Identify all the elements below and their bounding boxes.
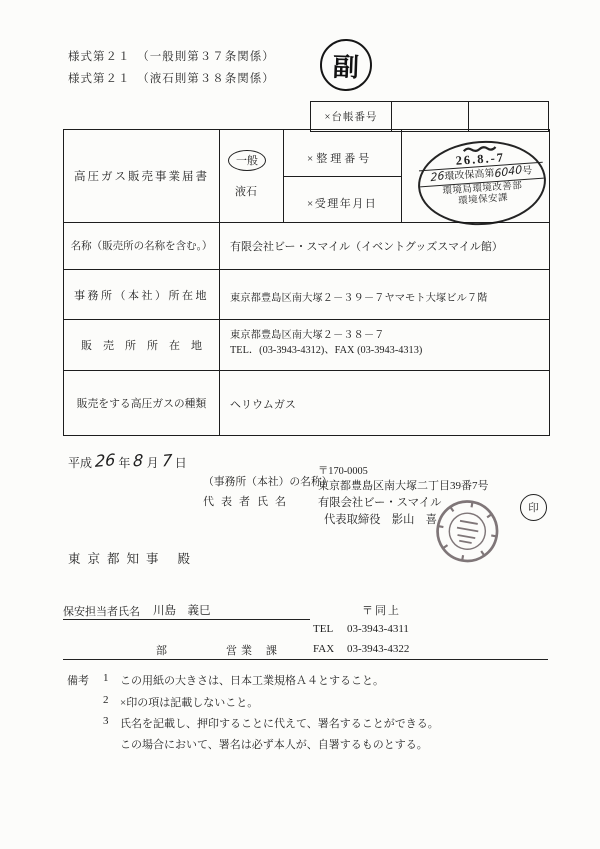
applicant-postal-code: 〒170-0005 — [318, 466, 368, 477]
note-3-number: 3 — [103, 715, 109, 727]
note-1-text: この用紙の大きさは、日本工業規格Ａ４とすること。 — [120, 675, 384, 687]
form-title: 高圧ガス販売事業届書 — [74, 171, 209, 183]
row-label-store-address: 販売所所在地 — [81, 340, 213, 352]
gas-type-general-circled: 一般 — [228, 150, 266, 171]
copy-seal-character: 副 — [332, 52, 360, 82]
date-era: 平成 — [68, 456, 93, 470]
form-reference-line-2: 様式第２１ （液石則第３８条関係） — [68, 73, 275, 85]
receipt-stamp-date: 26.8.-7 — [455, 150, 506, 168]
applicant-address: 東京都豊島区南大塚二丁目39番7号 — [318, 480, 489, 492]
date-year-unit: 年 — [118, 456, 131, 470]
divider — [64, 269, 549, 270]
date-month-unit: 月 — [146, 456, 159, 470]
addressee-honorific: 殿 — [177, 552, 191, 566]
gas-type-lpg: 液石 — [235, 186, 257, 198]
row-value-store-phone: TEL．(03-3943-4312)、FAX (03-3943-4313) — [230, 345, 423, 356]
row-label-gas-kind: 販売をする高圧ガスの種類 — [76, 398, 207, 410]
note-3-text: 氏名を記載し、押印することに代えて、署名することができる。 — [120, 718, 439, 730]
divider — [63, 619, 310, 620]
divider — [63, 659, 548, 660]
receipt-number-prefix: 26 — [430, 168, 445, 185]
section-name: 営業 — [226, 645, 256, 657]
receipt-number-value: 6040 — [494, 162, 523, 181]
row-value-name: 有限会社ビー・スマイル（イベントグッズスマイル館） — [230, 241, 503, 253]
divider — [64, 370, 549, 371]
note-3-text-continued: この場合において、署名は必ず本人が、自署するものとする。 — [120, 739, 428, 751]
tel-label: TEL — [313, 623, 334, 635]
addressee-line — [68, 549, 190, 567]
fax-number: 03-3943-4322 — [347, 643, 410, 655]
copy-seal-stamp — [319, 38, 373, 92]
addressee-name: 東京都知事 — [68, 552, 166, 566]
date-day-handwritten: 7 — [161, 450, 173, 471]
department-unit: 部 — [156, 645, 167, 657]
representative-name-caption: 代表者氏名 — [203, 496, 293, 508]
date-month-handwritten: 8 — [133, 450, 144, 471]
note-2-text: ×印の項は記載しないこと。 — [120, 697, 259, 709]
acceptance-date-label: ×受理年月日 — [307, 198, 378, 210]
applicant-representative-name: 代表取締役 影山 喜 — [324, 514, 437, 526]
section-unit: 課 — [266, 645, 277, 657]
applicant-company-name: 有限会社ビー・スマイル — [318, 497, 442, 509]
note-1-number: 1 — [103, 672, 109, 684]
notes-label: 備考 — [67, 675, 89, 687]
divider — [283, 176, 401, 177]
date-year-handwritten: 26 — [94, 450, 116, 471]
ledger-number-box — [310, 101, 549, 132]
postal-same-as-above: 〒同上 — [362, 605, 401, 617]
receipt-stamp-department-1: 環境局環境改善部 — [442, 181, 523, 197]
submission-date-line — [68, 452, 187, 471]
row-value-gas-kind: ヘリウムガス — [230, 399, 296, 411]
divider — [64, 319, 549, 320]
divider — [468, 102, 469, 131]
seal-placeholder-circle — [520, 494, 547, 521]
row-label-office-address: 事務所（本社）所在地 — [74, 290, 209, 302]
fax-label: FAX — [313, 643, 335, 655]
row-label-name: 名称（販売所の名称を含む。） — [70, 241, 213, 252]
divider — [219, 130, 220, 435]
form-reference-line-1: 様式第２１ （一般則第３７条関係） — [68, 51, 275, 63]
tel-number: 03-3943-4311 — [347, 623, 409, 635]
receipt-number-suffix: 号 — [521, 165, 533, 178]
office-name-caption: （事務所（本社）の名称） — [203, 476, 333, 488]
ledger-number-label: ×台帳番号 — [311, 102, 392, 131]
receipt-stamp-department-2: 環境保安課 — [457, 193, 509, 207]
note-2-number: 2 — [103, 694, 109, 706]
company-seal-stamp — [422, 491, 511, 575]
date-day-unit: 日 — [174, 456, 187, 470]
safety-supervisor-label: 保安担当者氏名 — [63, 606, 140, 618]
row-value-office-address: 東京都豊島区南大塚２－３９－７ヤマモト大塚ビル７階 — [230, 293, 488, 304]
row-value-store-address: 東京都豊島区南大塚２－３８－７ — [230, 330, 385, 341]
seal-placeholder-character: 印 — [528, 503, 539, 514]
reference-number-label: ×整理番号 — [307, 153, 373, 165]
safety-supervisor-name: 川島 義巳 — [153, 605, 211, 617]
receipt-number-label: 環改保高第 — [444, 168, 495, 183]
divider — [401, 130, 402, 222]
